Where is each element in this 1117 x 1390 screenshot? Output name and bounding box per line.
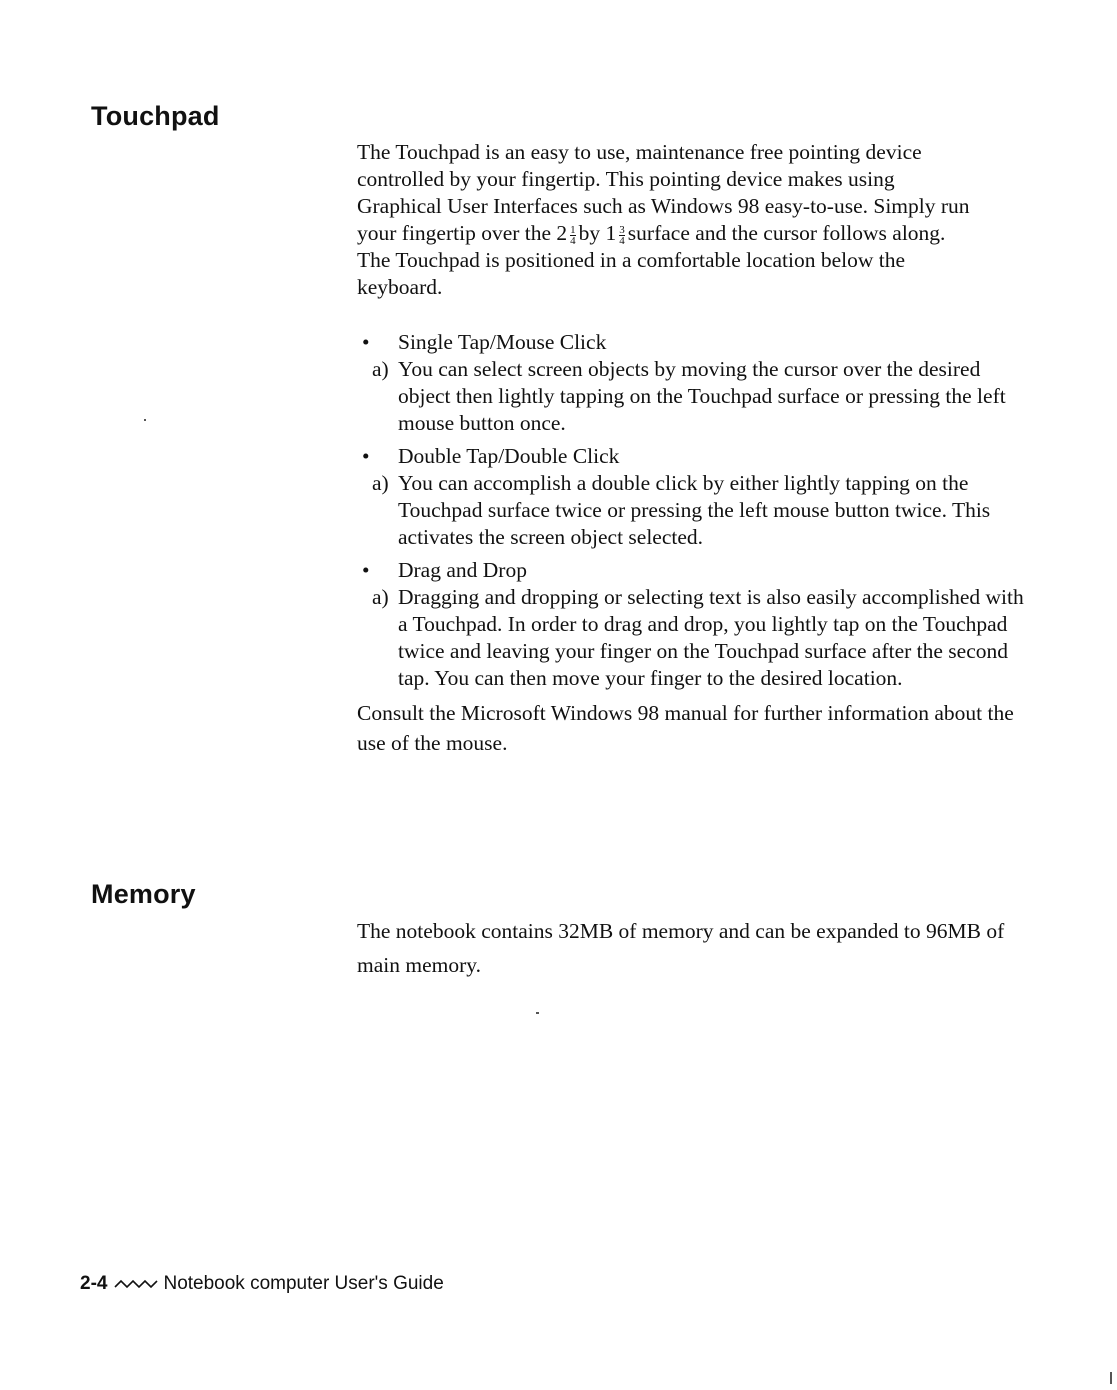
item-title: Drag and Drop xyxy=(398,558,527,582)
item-title: Single Tap/Mouse Click xyxy=(398,330,607,354)
scan-speck xyxy=(536,1012,539,1014)
bullet-icon: • xyxy=(362,444,370,468)
item-body: You can accomplish a double click by either lightly tapping on the Touchpad surface twice or pressing the left mouse button twice. This activates the screen object selected. xyxy=(398,471,991,549)
closing-paragraph: Consult the Microsoft Windows 98 manual for further information about the use of the mouse. xyxy=(357,701,1014,755)
item-marker: a) xyxy=(372,357,389,381)
footer-title: Notebook computer User's Guide xyxy=(163,1273,444,1294)
list-item-single-tap xyxy=(357,329,1037,437)
touchpad-features-list xyxy=(357,329,1037,692)
touchpad-intro xyxy=(357,139,1037,301)
item-title: Double Tap/Double Click xyxy=(398,444,620,468)
fraction-three-quarters: $\frac{3}{4}$ xyxy=(619,223,625,247)
touchpad-heading: Touchpad xyxy=(91,101,220,131)
list-item-drag-drop xyxy=(357,557,1037,692)
item-marker: a) xyxy=(372,471,389,495)
intro-line-4-middle: by 1 xyxy=(578,221,617,245)
memory-heading: Memory xyxy=(91,879,196,909)
intro-line-4-start: your fingertip over the 2 xyxy=(357,221,568,245)
intro-line-1: The Touchpad is an easy to use, maintenance free pointing device xyxy=(357,140,922,164)
scan-speck xyxy=(144,419,146,421)
bullet-icon: • xyxy=(362,330,370,354)
bullet-icon: • xyxy=(362,558,370,582)
intro-line-2: controlled by your fingertip. This pointing device makes using xyxy=(357,167,895,191)
fraction-one-quarter: $\frac{1}{4}$ xyxy=(570,223,576,247)
item-body: Dragging and dropping or selecting text is also easily accomplished with a Touchpad. In order to drag and drop, you lightly tap on the Touchpad twice and leaving your finger on the Touchpad surface after the second tap. You can then move your finger to the desired location. xyxy=(398,585,1024,690)
memory-section xyxy=(357,914,1037,982)
zigzag-ornament-icon xyxy=(114,1278,158,1290)
intro-line-5: The Touchpad is positioned in a comfortable location below the xyxy=(357,248,905,272)
memory-body: The notebook contains 32MB of memory and can be expanded to 96MB of main memory. xyxy=(357,919,1005,977)
intro-line-4-end: surface and the cursor follows along. xyxy=(627,221,946,245)
page-footer xyxy=(80,1273,444,1295)
item-marker: a) xyxy=(372,585,389,609)
intro-line-6: keyboard. xyxy=(357,275,443,299)
scan-speck xyxy=(1110,1372,1112,1384)
touchpad-section xyxy=(357,139,1037,758)
list-item-double-tap xyxy=(357,443,1037,551)
page-number: 2-4 xyxy=(80,1273,108,1294)
item-body: You can select screen objects by moving the cursor over the desired object then lightly tapping on the Touchpad surface or pressing the left mouse button once. xyxy=(398,357,1006,435)
intro-line-3: Graphical User Interfaces such as Windows 98 easy-to-use. Simply run xyxy=(357,194,970,218)
